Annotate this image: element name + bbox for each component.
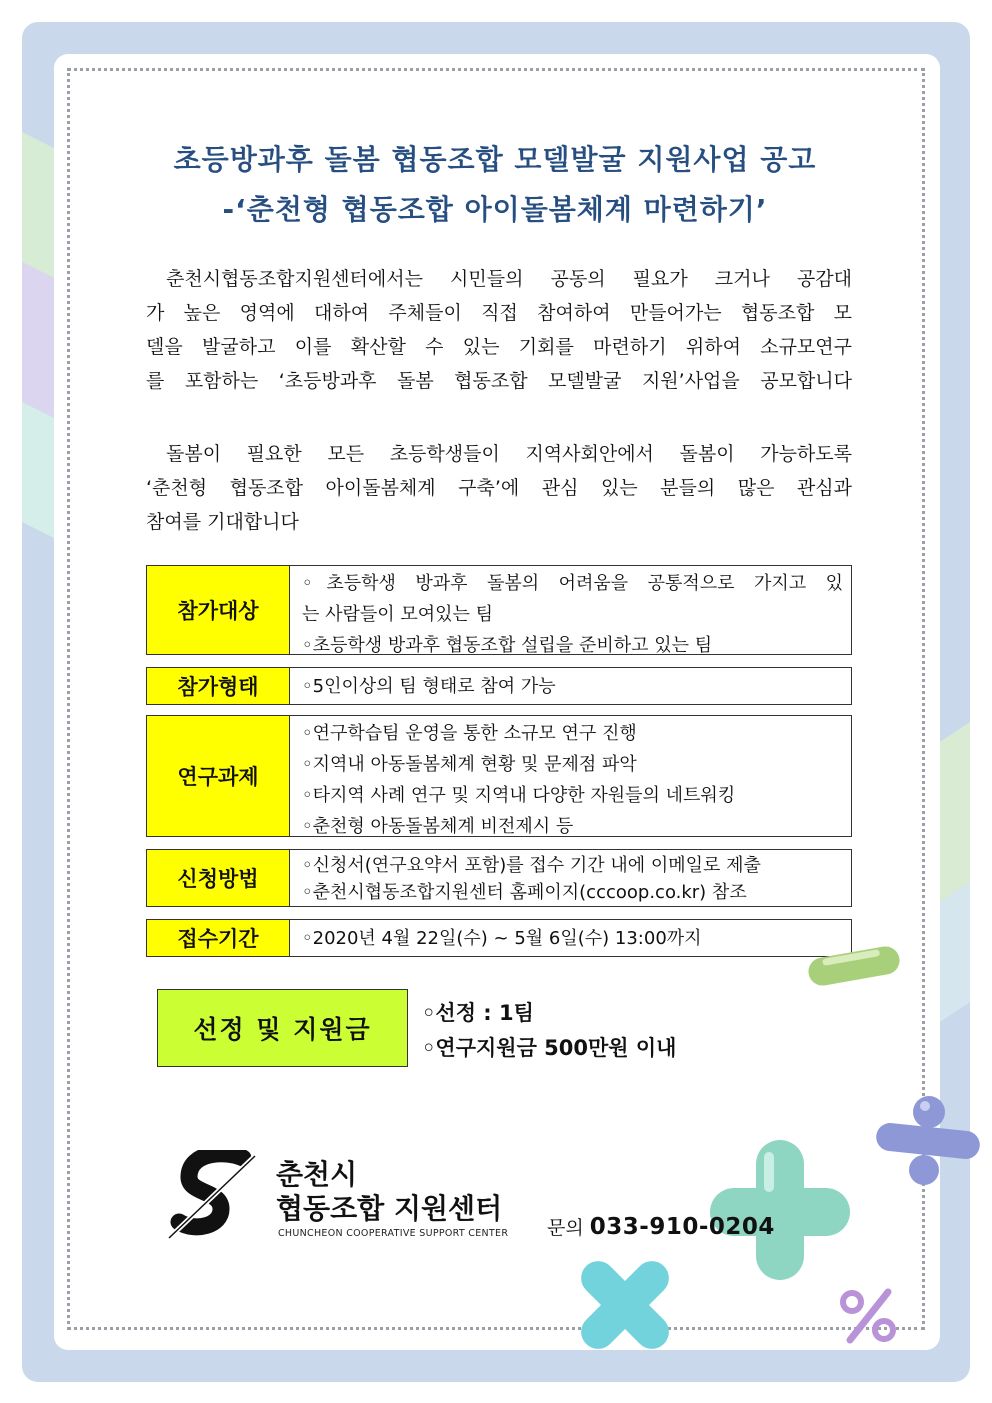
selection-item: ◦선정 : 1팀 [422,1001,534,1025]
divide-icon [875,1096,981,1185]
intro-line: 가 높은 영역에 대하여 주체들이 직접 참여하여 만들어가는 협동조합 모 [146,302,852,324]
row-item: ◦지역내 아동돌봄체계 현황 및 문제점 파악 [302,754,637,775]
percent-icon [843,1292,893,1340]
contact-phone: 033-910-0204 [589,1214,775,1240]
intro2-line: ‘춘천형 협동조합 아이돌봄체계 구축’에 관심 있는 분들의 많은 관심과 [146,477,852,499]
intro2-line: 참여를 기대합니다 [146,511,299,533]
row-item: ◦신청서(연구요약서 포함)를 접수 기간 내에 이메일로 제출 [302,855,761,876]
row-item: ◦5인이상의 팀 형태로 참여 가능 [302,676,556,697]
intro-line: 춘천시협동조합지원센터에서는 시민들의 공동의 필요가 크거나 공감대 [166,268,852,290]
label-research: 연구과제 [147,716,290,836]
logo-name-line1: 춘천시 [276,1158,358,1191]
label-apply: 신청방법 [147,850,290,906]
contact [547,1213,775,1240]
plus-icon [710,1140,850,1280]
row-item: ◦춘천시협동조합지원센터 홈페이지(cccoop.co.kr) 참조 [302,882,747,903]
row-item: ◦타지역 사례 연구 및 지역내 다양한 자원들의 네트워킹 [302,785,736,806]
intro2-line: 돌봄이 필요한 모든 초등학생들이 지역사회안에서 돌봄이 가능하도록 [166,443,852,465]
row-item: ◦초등학생 방과후 돌봄의 어려움을 공통적으로 가지고 있 [302,573,843,594]
logo-english: CHUNCHEON COOPERATIVE SUPPORT CENTER [278,1228,509,1239]
row-item: 는 사람들이 모여있는 팀 [302,604,494,625]
row-item: ◦춘천형 아동돌봄체계 비전제시 등 [302,816,574,837]
contact-label: 문의 [547,1217,584,1239]
label-form: 참가형태 [147,668,290,704]
intro-line: 델을 발굴하고 이를 확산할 수 있는 기회를 마련하기 위하여 소규모연구 [146,336,852,358]
title-line-1: 초등방과후 돌봄 협동조합 모델발굴 지원사업 공고 [173,143,817,176]
row-item: ◦2020년 4월 22일(수) ~ 5월 6일(수) 13:00까지 [302,928,702,949]
label-target: 참가대상 [147,566,290,654]
logo-name-line2: 협동조합 지원센터 [276,1192,503,1225]
selection-label: 선정 및 지원금 [157,989,408,1067]
pill-icon [806,944,901,988]
label-period: 접수기간 [147,920,290,956]
row-item: ◦초등학생 방과후 협동조합 설립을 준비하고 있는 팀 [302,635,713,656]
title-line-2: -‘춘천형 협동조합 아이돌봄체계 마련하기’ [222,193,768,226]
center-logo-icon [165,1150,265,1242]
selection-item: ◦연구지원금 500만원 이내 [422,1036,677,1060]
multiply-icon [574,1254,676,1356]
row-item: ◦연구학습팀 운영을 통한 소규모 연구 진행 [302,723,637,744]
intro-line: 를 포함하는 ‘초등방과후 돌봄 협동조합 모델발굴 지원’사업을 공모합니다 [146,370,852,392]
